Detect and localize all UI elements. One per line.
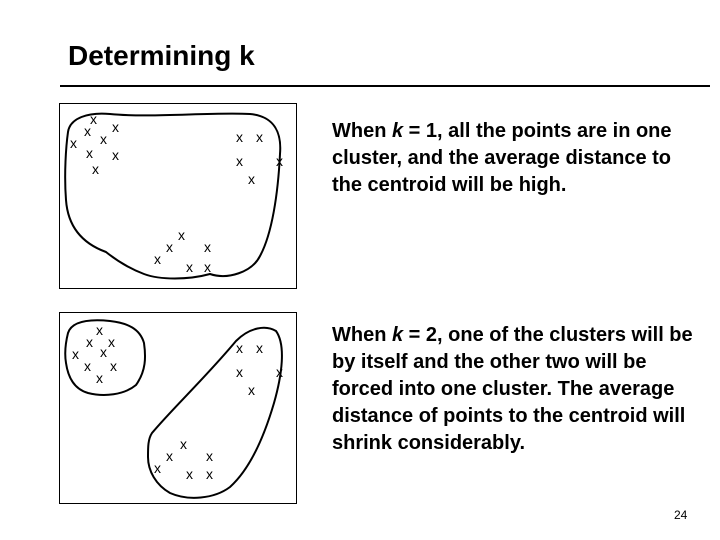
data-point-mark: x [84, 358, 91, 374]
title-divider [60, 85, 710, 87]
data-point-mark: x [100, 131, 107, 147]
data-point-mark: x [248, 171, 255, 187]
data-point-mark: x [96, 370, 103, 386]
data-point-mark: x [276, 153, 283, 169]
data-point-mark: x [256, 340, 263, 356]
data-point-mark: x [154, 460, 161, 476]
data-point-mark: x [166, 448, 173, 464]
k-variable: k [392, 324, 404, 346]
data-point-mark: x [112, 119, 119, 135]
description-prefix: When [332, 120, 392, 142]
data-point-mark: x [112, 147, 119, 163]
slide-title: Determining k [68, 40, 255, 71]
data-point-mark: x [110, 358, 117, 374]
data-point-mark: x [90, 111, 97, 127]
panel-k2 [59, 312, 297, 504]
data-point-mark: x [178, 227, 185, 243]
data-point-mark: x [236, 364, 243, 380]
data-point-mark: x [206, 466, 213, 482]
data-point-mark: x [206, 448, 213, 464]
data-point-mark: x [186, 466, 193, 482]
data-point-mark: x [86, 145, 93, 161]
data-point-mark: x [100, 344, 107, 360]
description-k1 [332, 118, 702, 199]
data-point-mark: x [86, 334, 93, 350]
description-k2 [332, 322, 702, 457]
description-suffix: = 2, one of the clusters will be by itself and the other two will be forced into one cluster. The average distance of points to the centroid will shrink considerably. [332, 324, 693, 454]
data-point-mark: x [204, 259, 211, 275]
data-point-mark: x [166, 239, 173, 255]
data-point-mark: x [248, 382, 255, 398]
data-point-mark: x [154, 251, 161, 267]
data-point-mark: x [84, 123, 91, 139]
data-point-mark: x [70, 135, 77, 151]
description-suffix: = 1, all the points are in one cluster, and the average distance to the centroid will be high. [332, 120, 672, 196]
data-point-mark: x [108, 334, 115, 350]
data-point-mark: x [204, 239, 211, 255]
cluster-diagram-k1 [60, 104, 296, 288]
data-point-mark: x [276, 364, 283, 380]
data-point-mark: x [256, 129, 263, 145]
data-point-mark: x [236, 153, 243, 169]
data-point-mark: x [236, 129, 243, 145]
data-point-mark: x [72, 346, 79, 362]
data-point-mark: x [92, 161, 99, 177]
data-point-mark: x [186, 259, 193, 275]
data-point-mark: x [96, 322, 103, 338]
cluster-diagram-k2 [60, 313, 296, 503]
description-prefix: When [332, 324, 392, 346]
data-point-mark: x [236, 340, 243, 356]
page-number: 24 [674, 508, 688, 522]
panel-k1 [59, 103, 297, 289]
k-variable: k [392, 120, 404, 142]
data-point-mark: x [180, 436, 187, 452]
